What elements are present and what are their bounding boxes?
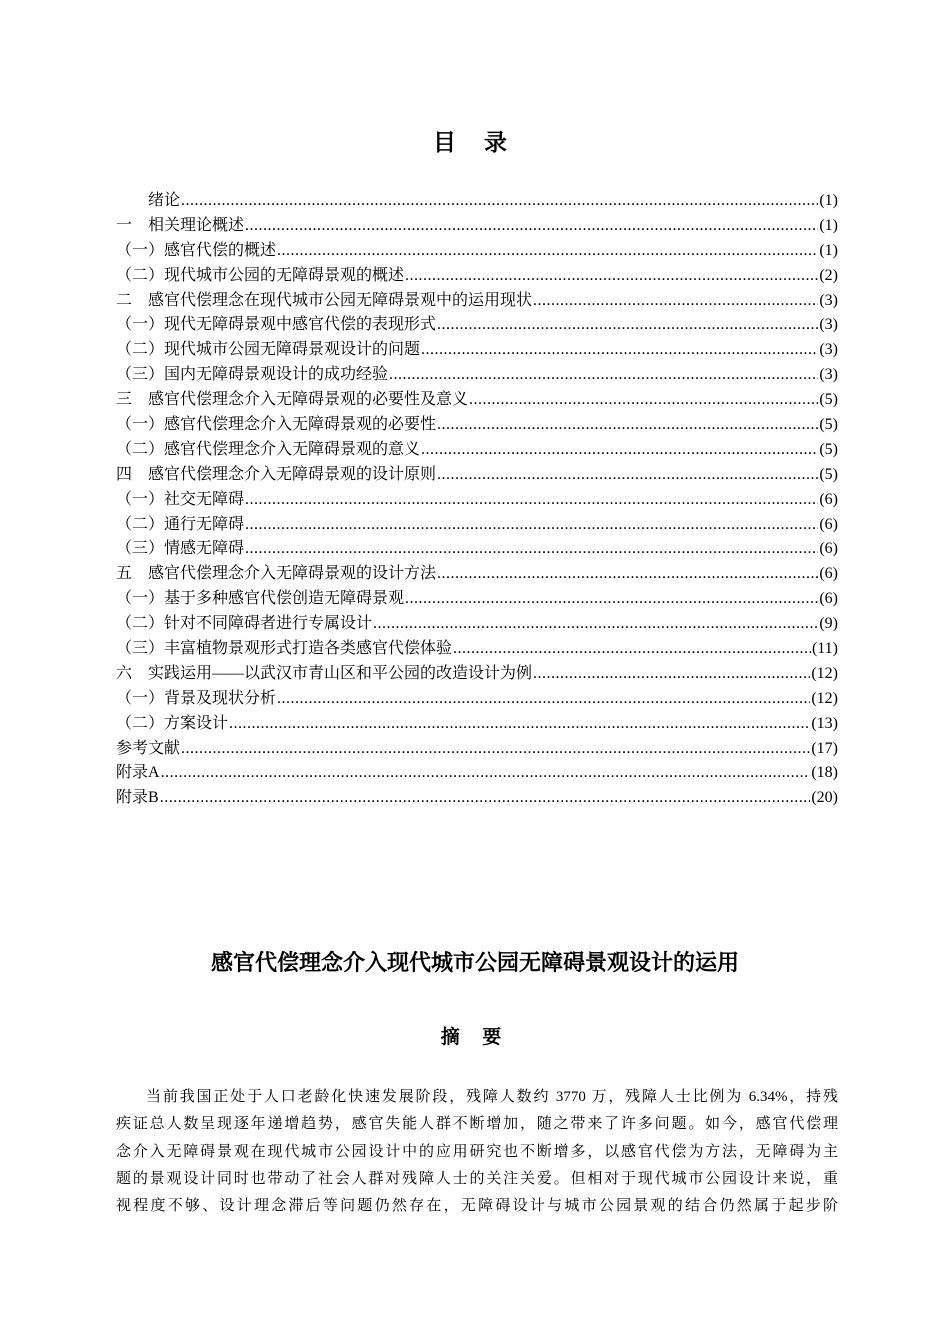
- toc-entry-page: (12): [811, 689, 838, 707]
- toc-entry-page: (5): [819, 465, 838, 483]
- toc-entry[interactable]: [116, 712, 838, 737]
- toc-entry-label: （一）感官代偿理念介入无障碍景观的必要性: [116, 416, 437, 434]
- toc-entry-page: (20): [811, 789, 838, 807]
- toc-entry-page: (6): [819, 540, 838, 558]
- toc-entry[interactable]: [116, 463, 838, 488]
- toc-entry[interactable]: [116, 189, 838, 214]
- toc-entry[interactable]: [116, 612, 838, 637]
- toc-entry-label: 四 感官代偿理念介入无障碍景观的设计原则: [116, 465, 437, 483]
- toc-entry-label: （一）社交无障碍: [116, 490, 245, 508]
- dot-leader: [161, 761, 811, 786]
- toc-entry[interactable]: [116, 687, 838, 712]
- toc-entry-page: (6): [819, 490, 838, 508]
- dot-leader: [533, 662, 810, 687]
- toc-entry-page: (5): [819, 391, 838, 409]
- toc-entry-page: (18): [811, 764, 838, 782]
- toc-entry[interactable]: [116, 537, 838, 562]
- toc-entry-label: （三）国内无障碍景观设计的成功经验: [116, 366, 389, 384]
- dot-leader: [437, 463, 818, 488]
- toc-entry-page: (6): [819, 515, 838, 533]
- toc-entry-label: （三）丰富植物景观形式打造各类感官代偿体验: [116, 640, 453, 658]
- toc-entry-label: 参考文献: [116, 739, 181, 757]
- abstract-line: 视程度不够、设计理念滞后等问题仍然存在，无障碍设计与城市公园景观的结合仍然属于起步阶: [116, 1198, 838, 1215]
- toc-entry[interactable]: [116, 388, 838, 413]
- dot-leader: [421, 438, 818, 463]
- toc-entry-page: (12): [811, 664, 838, 682]
- dot-leader: [437, 313, 818, 338]
- toc-entry-label: （二）现代城市公园无障碍景观设计的问题: [116, 341, 421, 359]
- toc-entry-label: （三）情感无障碍: [116, 540, 245, 558]
- toc-entry-page: (3): [819, 341, 838, 359]
- toc-entry-label: （一）现代无障碍景观中感官代偿的表现形式: [116, 316, 437, 334]
- toc-entry-page: (17): [811, 739, 838, 757]
- toc-entry[interactable]: [116, 488, 838, 513]
- toc-entry[interactable]: [116, 587, 838, 612]
- dot-leader: [181, 189, 818, 214]
- toc-title: 目 录: [432, 130, 517, 156]
- toc-entry-label: 二 感官代偿理念在现代城市公园无障碍景观中的运用现状: [116, 291, 533, 309]
- toc-entry-page: (3): [819, 291, 838, 309]
- toc-entry-page: (9): [819, 615, 838, 633]
- dot-leader: [373, 612, 818, 637]
- abstract-line: 念介入无障碍景观在现代城市公园设计中的应用研究也不断增多，以感官代偿为方法，无障碍为主: [116, 1143, 838, 1160]
- toc-entry[interactable]: [116, 363, 838, 388]
- toc-entry-page: (1): [819, 192, 838, 209]
- dot-leader: [245, 537, 818, 562]
- dot-leader: [181, 737, 810, 762]
- toc-entry[interactable]: [116, 239, 838, 264]
- toc-entry[interactable]: [116, 338, 838, 363]
- toc-entry-page: (2): [819, 266, 838, 284]
- toc-entry[interactable]: [116, 214, 838, 239]
- toc-entry-page: (3): [819, 366, 838, 384]
- dot-leader: [437, 562, 818, 587]
- toc-entry-label: （二）通行无障碍: [116, 515, 245, 533]
- toc-entry-label: 三 感官代偿理念介入无障碍景观的必要性及意义: [116, 391, 469, 409]
- toc-entry[interactable]: [116, 761, 838, 786]
- toc-entry-page: (5): [819, 416, 838, 434]
- toc-entry-label: 五 感官代偿理念介入无障碍景观的设计方法: [116, 565, 437, 583]
- dot-leader: [469, 388, 818, 413]
- dot-leader: [245, 513, 818, 538]
- toc-entry-page: (3): [819, 316, 838, 334]
- toc-entry-page: (13): [811, 714, 838, 732]
- toc-entry-label: 附录A: [116, 764, 160, 782]
- abstract-line: 题的景观设计同时也带动了社会人群对残障人士的关注关爱。但相对于现代城市公园设计来说，重: [116, 1170, 838, 1187]
- toc-entry-label: （二）感官代偿理念介入无障碍景观的意义: [116, 440, 421, 458]
- dot-leader: [160, 786, 811, 811]
- dot-leader: [405, 587, 818, 612]
- abstract-line: 当前我国正处于人口老龄化快速发展阶段，残障人数约 3770 万，残障人士比例为 6.34%，持残: [146, 1089, 838, 1105]
- toc-entry[interactable]: [116, 264, 838, 289]
- toc-entry-label: （一）感官代偿的概述: [116, 241, 277, 259]
- toc-entry[interactable]: [116, 662, 838, 687]
- dot-leader: [277, 239, 818, 264]
- toc-entry[interactable]: [116, 438, 838, 463]
- paper-title: 感官代偿理念介入现代城市公园无障碍景观设计的运用: [210, 951, 739, 976]
- toc-entry-label: （一）背景及现状分析: [116, 689, 277, 707]
- abstract-line: 疾证总人数呈现逐年递增趋势，感官失能人群不断增加，随之带来了许多问题。如今，感官代偿理: [116, 1116, 838, 1133]
- toc-entry[interactable]: [116, 637, 838, 662]
- toc-entry-label: （二）方案设计: [116, 714, 229, 732]
- abstract-title: 摘 要: [440, 1026, 510, 1048]
- toc-entry[interactable]: [116, 562, 838, 587]
- toc-entry[interactable]: [116, 313, 838, 338]
- dot-leader: [421, 338, 818, 363]
- dot-leader: [245, 488, 818, 513]
- table-of-contents: [116, 189, 838, 811]
- toc-entry-label: 绪论: [148, 192, 181, 209]
- toc-entry-page: (6): [819, 565, 838, 583]
- toc-entry-page: (5): [819, 440, 838, 458]
- toc-entry[interactable]: [116, 513, 838, 538]
- toc-entry-label: （一）基于多种感官代偿创造无障碍景观: [116, 590, 405, 608]
- dot-leader: [437, 413, 818, 438]
- dot-leader: [277, 687, 810, 712]
- dot-leader: [453, 637, 811, 662]
- abstract-paragraph: [116, 1084, 838, 1220]
- dot-leader: [389, 363, 818, 388]
- toc-entry-label: 一 相关理论概述: [116, 216, 245, 234]
- toc-entry-label: （二）针对不同障碍者进行专属设计: [116, 615, 373, 633]
- toc-entry-page: (6): [819, 590, 838, 608]
- dot-leader: [533, 289, 818, 314]
- toc-entry[interactable]: [116, 289, 838, 314]
- toc-entry-page: (1): [819, 216, 838, 234]
- toc-entry[interactable]: [116, 786, 838, 811]
- toc-entry[interactable]: [116, 737, 838, 762]
- toc-entry-label: 六 实践运用——以武汉市青山区和平公园的改造设计为例: [116, 664, 533, 682]
- dot-leader: [405, 264, 818, 289]
- toc-entry-label: （二）现代城市公园的无障碍景观的概述: [116, 266, 405, 284]
- toc-entry-page: (11): [811, 640, 838, 658]
- toc-entry-page: (1): [819, 241, 838, 259]
- toc-entry[interactable]: [116, 413, 838, 438]
- dot-leader: [245, 214, 818, 239]
- dot-leader: [229, 712, 810, 737]
- toc-entry-label: 附录B: [116, 789, 159, 807]
